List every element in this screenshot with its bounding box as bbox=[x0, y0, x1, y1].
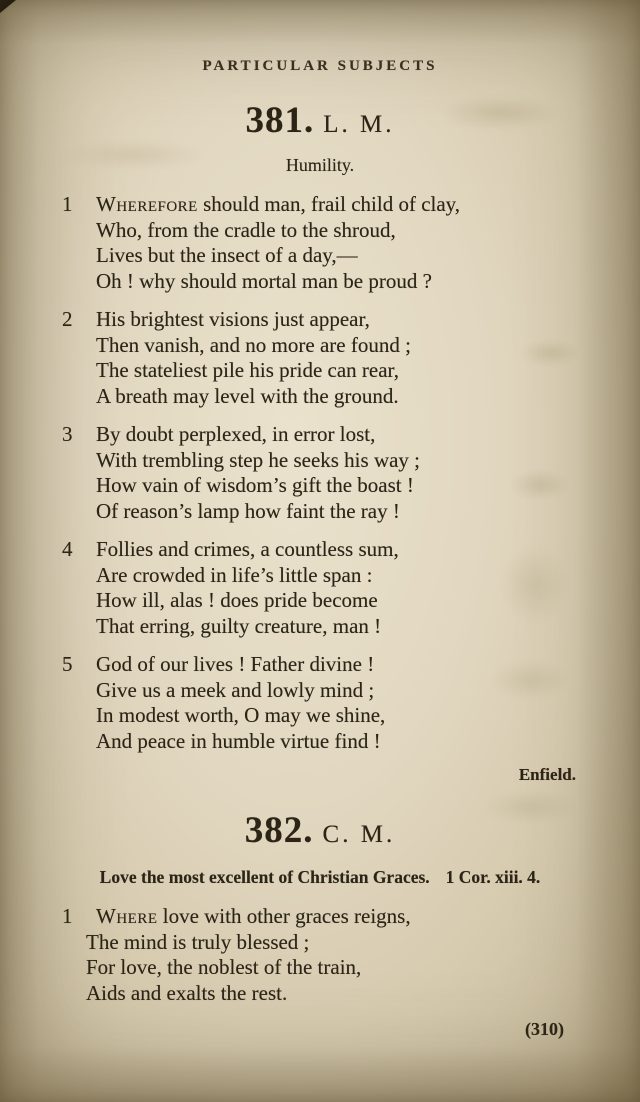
verse-number: 2 bbox=[62, 307, 73, 331]
verse-line: Of reason’s lamp how faint the ray ! bbox=[96, 498, 400, 523]
hymn-382-heading bbox=[0, 809, 640, 853]
verse-line: How vain of wisdom’s gift the boast ! bbox=[96, 473, 414, 497]
hymn-381-subtitle: Humility. bbox=[285, 155, 355, 175]
verse-number: 3 bbox=[62, 422, 73, 446]
verse-line: A breath may level with the ground. bbox=[96, 383, 399, 408]
attribution: Enfield. bbox=[518, 765, 576, 784]
hymn-381-verses bbox=[62, 192, 606, 754]
scripture-reference: 1 Cor. xiii. 4. bbox=[445, 867, 541, 887]
subtitle-text: Love the most excellent of Christian Graces. bbox=[99, 867, 430, 887]
verse-line: For love, the noblest of the train, bbox=[86, 955, 362, 979]
verse-line: God of our lives ! Father divine ! bbox=[96, 652, 375, 676]
verse-line: With trembling step he seeks his way ; bbox=[96, 447, 421, 472]
verse-line: That erring, guilty creature, man ! bbox=[96, 613, 382, 638]
lead-rest: should man, frail child of clay, bbox=[197, 192, 461, 216]
lead-word: Wherefore bbox=[96, 192, 198, 216]
hymn-number: 382. bbox=[244, 810, 314, 851]
verse-line: Oh ! why should mortal man be proud ? bbox=[96, 268, 432, 293]
verse-4 bbox=[62, 537, 606, 639]
hymn-381-heading bbox=[0, 99, 640, 143]
verse-number: 5 bbox=[62, 652, 73, 676]
verse-line: In modest worth, O may we shine, bbox=[96, 703, 386, 727]
verse-5 bbox=[62, 652, 606, 754]
running-head: PARTICULAR SUBJECTS bbox=[202, 58, 438, 74]
verse-line: The mind is truly blessed ; bbox=[86, 929, 310, 954]
verse-line: By doubt perplexed, in error lost, bbox=[96, 422, 376, 446]
verse-line: How ill, alas ! does pride become bbox=[96, 588, 378, 612]
verse-line: Are crowded in life’s little span : bbox=[96, 562, 373, 587]
verse-line bbox=[96, 904, 606, 930]
verse-line: And peace in humble virtue find ! bbox=[96, 728, 381, 753]
hymn-meter: C. M. bbox=[322, 821, 396, 848]
verse-line: Aids and exalts the rest. bbox=[86, 980, 288, 1005]
hymn-382-verses bbox=[62, 904, 606, 1006]
verse-line: Who, from the cradle to the shroud, bbox=[96, 217, 396, 242]
verse-number: 1 bbox=[62, 904, 73, 928]
lead-word: Where bbox=[96, 904, 158, 928]
verse-line: Then vanish, and no more are found ; bbox=[96, 332, 411, 357]
hymn-meter: L. M. bbox=[323, 111, 395, 138]
verse-line: Lives but the insect of a day,— bbox=[96, 243, 358, 267]
hymn-number: 381. bbox=[245, 100, 315, 141]
verse-line: Give us a meek and lowly mind ; bbox=[96, 677, 375, 702]
verse-1 bbox=[62, 192, 606, 294]
lead-rest: love with other graces reigns, bbox=[157, 904, 411, 928]
verse-number: 1 bbox=[62, 192, 73, 216]
verse-line: His brightest visions just appear, bbox=[96, 307, 370, 331]
verse-2 bbox=[62, 307, 606, 409]
page-number: (310) bbox=[525, 1019, 564, 1039]
verse-number: 4 bbox=[62, 537, 73, 561]
verse-3 bbox=[62, 422, 606, 524]
verse-line: Follies and crimes, a countless sum, bbox=[96, 537, 399, 561]
verse-1 bbox=[62, 904, 606, 1006]
hymn-382-subtitle bbox=[0, 867, 640, 888]
verse-line: The stateliest pile his pride can rear, bbox=[96, 358, 399, 382]
verse-line bbox=[96, 192, 606, 218]
